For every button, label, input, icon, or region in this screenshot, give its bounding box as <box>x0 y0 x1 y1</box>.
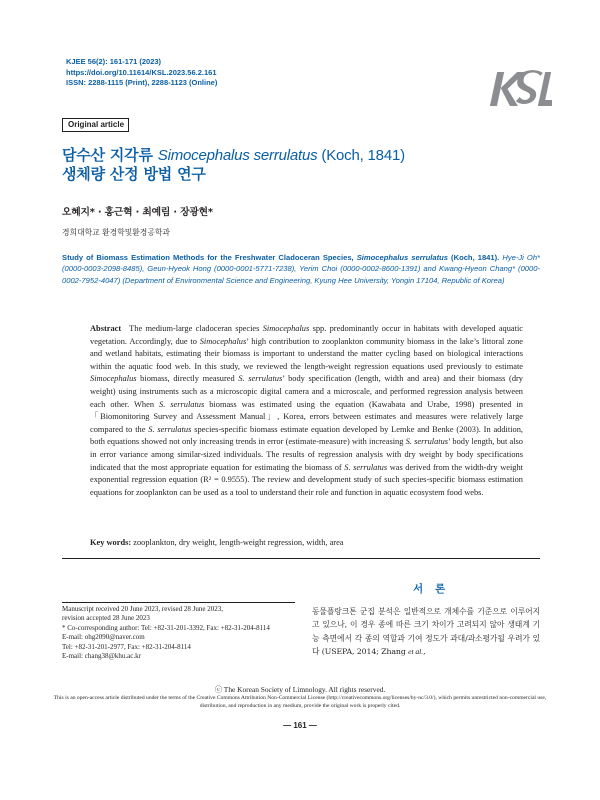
title-line2: 생체량 산정 방법 연구 <box>62 165 206 183</box>
journal-info <box>66 57 217 89</box>
note-line: Manuscript received 20 June 2023, revised 28 June 2023, <box>62 605 223 613</box>
species-name: Simocephalus <box>199 336 247 346</box>
ksl-logo <box>488 68 552 110</box>
abstract <box>90 323 523 499</box>
abstract-heading: Abstract <box>90 324 122 333</box>
note-line: revision accepted 28 June 2023 <box>62 614 150 623</box>
manuscript-notes <box>62 605 302 661</box>
title-ko-part: 담수산 지각류 <box>62 146 158 164</box>
page-number: — 161 — <box>283 721 317 730</box>
species-name: S. serrulatus <box>148 424 192 434</box>
abstract-text: The medium-large cladoceran species <box>129 324 263 333</box>
english-title-block <box>62 252 540 286</box>
license-text: This is an open-access article distributed under the terms of the Creative Commons Attribution Non-Commercial License (http://creativecommons.org/licenses/by-nc/3.0/), which permits unrestricted non-commercial use, distribution, and reproduction in any medium, provide the original work is properly cited. <box>53 695 547 709</box>
english-title-species: Simocephalus serrulatus <box>356 253 448 262</box>
abstract-text: ’ high contribution to zooplankton community biomass in the lake’s littoral zone and wetland habitats, estimating their biomass is important to understand the matter cycling based on biological interactions within the aquatic food web. In this study, we reviewed the length-weight regression equations used previously to estimate <box>90 336 523 371</box>
english-authors: Hye-Ji Oh* (0000-0003-2098-8485), Geun-Hyeok Hong (0000-0001-5771-7238), Yerim Choi (0000-0002-8600-1391) and Kwang-Hyeon Chang* (0000-0002-7952-4047) (Department of Environmental Science and Engineering, Kyung Hee University, Yongin 17104, Republic of Korea) <box>62 253 540 285</box>
note-line: * Co-corresponding author: Tel: +82-31-201-3392, Fax: +82-31-204-8114 <box>62 623 270 632</box>
abstract-text: spp. predominantly occur in habitats with developed aquatic vegetation. Accordingly, due to <box>90 324 523 346</box>
body-text: 동물플랑크톤 군집 분석은 일반적으로 개체수를 기준으로 이루어지고 있으나, 이 경우 종에 따른 크기 차이가 고려되지 않아 생태계 기능 측면에서 각 종의 역할과 기여 정도가 과대/과소평가될 우려가 있다 (USEPA, 2014; Zhang <box>312 607 540 657</box>
english-title: Study of Biomass Estimation Methods for the Freshwater Cladoceran Species, <box>62 253 357 262</box>
species-name: S. serrulatus <box>344 462 388 472</box>
introduction-body <box>312 605 540 659</box>
body-text-etal: et al. <box>408 647 424 657</box>
authors-korean: 오혜지* · 홍근혁 · 최예림 · 장광현* <box>62 207 213 218</box>
species-name: S. serrulatus <box>405 437 449 447</box>
note-line: Tel: +82-31-201-2977, Fax: +82-31-204-8114 <box>62 642 191 651</box>
abstract-text: ’ body specification (length, width and area) and their biomass (dry weight) using instruments such as a microscopic digital camera and a microscale, and performed regression analysis between each other. When <box>90 374 523 409</box>
keywords-heading: Key words: <box>90 538 132 547</box>
abstract-text: species-specific biomass estimate equation developed by Lemke and Benke (2003). In addition, both equations showed not only increasing trends in error (estimate-measure) with increasing <box>90 424 524 447</box>
article-title <box>62 146 405 184</box>
keywords <box>90 537 523 549</box>
abstract-text: ’ body length, but also in error variance among similar-sized individuals. The results of regression analysis with dry weight by body specifications indicated that the most appropriate equation for estimating the biomass of <box>90 437 523 472</box>
abstract-text: biomass was estimated using the equation (Kawabata and Urabe, 1998) presented in 「Biomonitoring Survey and Assessment Manual」, Korea, errors between estimates and measures were relatively large compared to the <box>90 399 523 434</box>
abstract-text: biomass, directly measured <box>136 374 239 384</box>
species-name: Simocephalus <box>262 324 310 333</box>
english-title-end: (Koch, 1841). <box>448 253 500 262</box>
species-name: S. serrulatus <box>159 399 205 409</box>
body-text-tail: , <box>423 647 426 657</box>
divider <box>62 558 540 559</box>
title-authority: (Koch, 1841) <box>317 147 405 164</box>
note-email[interactable]: E-mail: chang38@khu.ac.kr <box>62 652 141 661</box>
species-name: S. serrulatus <box>238 374 283 384</box>
abstract-text: was derived from the width-dry weight exponential regression equation (R² = 0.9555). The review and development study of such species-specific biomass estimation equations for zooplankton can be used as a tool to understand their role and function in aquatic ecosystem food webs. <box>90 462 523 497</box>
section-heading-introduction: 서론 <box>413 583 458 595</box>
keywords-text: zooplankton, dry weight, length-weight regression, width, area <box>131 538 344 547</box>
journal-doi[interactable]: https://doi.org/10.11614/KSL.2023.56.2.161 <box>66 67 217 77</box>
journal-issn: ISSN: 2288-1115 (Print), 2288-1123 (Online) <box>66 78 218 87</box>
affiliation-korean: 경희대학교 환경학및환경공학과 <box>62 228 170 237</box>
note-email[interactable]: E-mail: ohg2090@naver.com <box>62 633 145 642</box>
footnote-divider <box>62 602 295 603</box>
species-name: Simocephalus <box>90 374 137 384</box>
copyright: ⓒ The Korean Society of Limnology. All rights reserved. <box>214 685 386 694</box>
article-type-badge: Original article <box>62 118 129 132</box>
title-species: Simocephalus serrulatus <box>157 147 318 164</box>
journal-citation: KJEE 56(2): 161-171 (2023) <box>66 57 162 66</box>
